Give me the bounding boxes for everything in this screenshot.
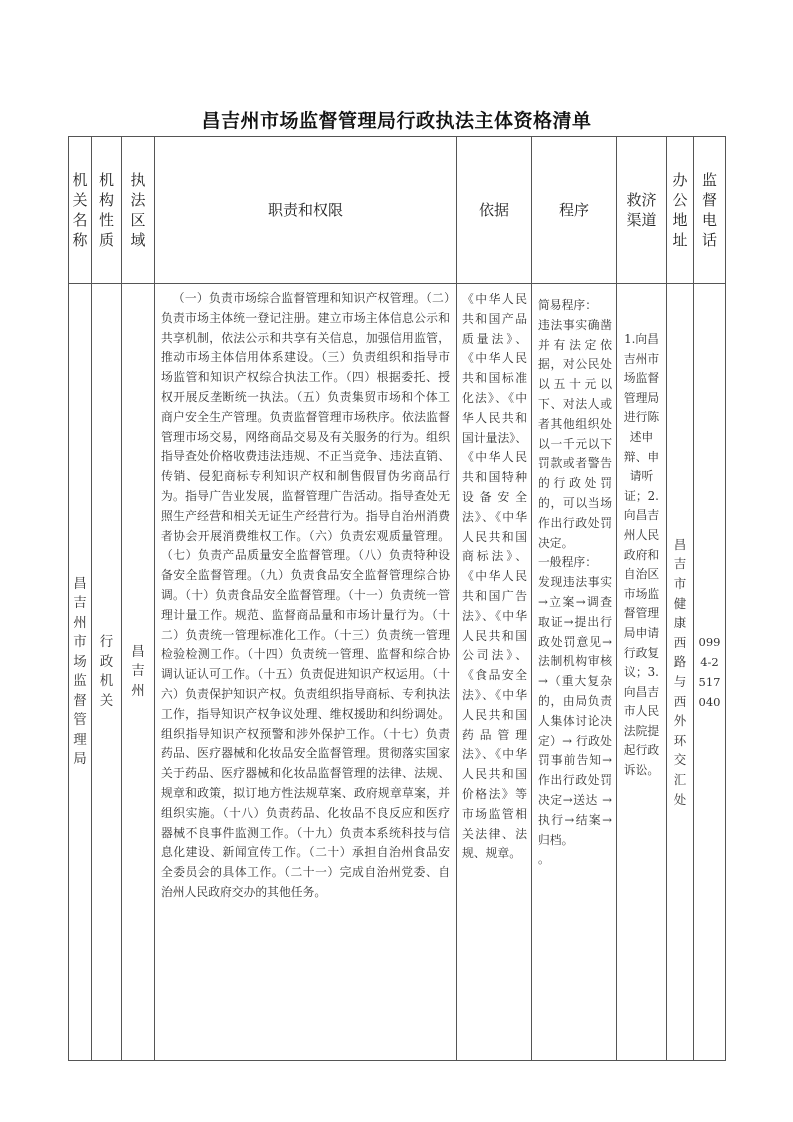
cell-procedure <box>532 284 617 1061</box>
cell-agency-name: 昌吉州市场监督管理局 <box>69 284 92 1061</box>
qualification-table <box>68 136 726 1061</box>
header-remedy: 救济渠道 <box>617 137 667 284</box>
cell-jurisdiction: 昌吉州 <box>122 284 155 1061</box>
procedure-simple-text: 违法事实确凿并有法定依据，对公民处以五十元以下、对法人或者其他组织处以一千元以下罚款或者警告的行政处罚的，可以当场作出行政处罚决定。 <box>538 317 612 550</box>
header-agency-nature: 机构性质 <box>92 137 122 284</box>
procedure-simple-heading: 简易程序： <box>538 298 597 312</box>
header-jurisdiction: 执法区域 <box>122 137 155 284</box>
cell-agency-nature: 行政机关 <box>92 284 122 1061</box>
procedure-end-mark: 。 <box>538 852 550 867</box>
cell-remedy: 1.向昌吉州市场监督管理局进行陈述申辩、申请听证；2.向昌吉州人民政府和自治区市场监督管理局申请行政复议；3.向昌吉市人民法院提起行政诉讼。 <box>617 284 667 1061</box>
cell-basis: 《中华人民共和国产品质量法》、《中华人民共和国标准化法》、《中华人民共和国计量法》、《中华人民共和国特种设备安全法》、《中华人民共和国商标法》、《中华人民共和国广告法》、《中华人民共和国公司法》、《食品安全法》、《中华人民共和国药品管理法》、《中华人民共和国价格法》等市场监管相关法律、法规、规章。 <box>457 284 532 1061</box>
header-phone: 监督电话 <box>694 137 726 284</box>
cell-duties: （一）负责市场综合监督管理和知识产权管理。（二）负责市场主体统一登记注册。建立市场主体信息公示和共享机制，依法公示和共享有关信息，加强信用监管，推动市场主体信用体系建设。（三）负责组织和指导市场监管和知识产权综合执法工作。（四）根据委托、授权开展反垄断统一执法。（五）负责集贸市场和个体工商户安全生产管理。负责监督管理市场秩序。依法监督管理市场交易，网络商品交易及有关服务的行为。组织指导查处价格收费违法违规、不正当竞争、违法直销、传销、侵犯商标专利知识产权和制售假冒伪劣商品行为。指导广告业发展，监督管理广告活动。指导查处无照生产经营和相关无证生产经营行为。指导自治州消费者协会开展消费维权工作。（六）负责宏观质量管理。（七）负责产品质量安全监督管理。（八）负责特种设备安全监督管理。（九）负责食品安全监督管理综合协调。（十）负责食品安全监督管理。（十一）负责统一管理计量工作。规范、监督商品量和市场计量行为。（十二）负责统一管理标准化工作。（十三）负责统一管理检验检测工作。（十四）负责统一管理、监督和综合协调认证认可工作。（十五）负责促进知识产权运用。（十六）负责保护知识产权。负责组织指导商标、专利执法工作，指导知识产权争议处理、维权援助和纠纷调处。组织指导知识产权预警和涉外保护工作。（十七）负责药品、医疗器械和化妆品安全监督管理。贯彻落实国家关于药品、医疗器械和化妆品监督管理的法律、法规、规章和政策，拟订地方性法规草案、政府规章草案，并组织实施。（十八）负责药品、化妆品不良反应和医疗器械不良事件监测工作。（十九）负责本系统科技与信息化建设、新闻宣传工作。（二十）承担自治州食品安全委员会的具体工作。（二十一）完成自治州党委、自治州人民政府交办的其他任务。 <box>155 284 457 1061</box>
document-title: 昌吉州市场监督管理局行政执法主体资格清单 <box>201 110 592 132</box>
table-header-row <box>69 137 726 284</box>
table-row <box>69 284 726 1061</box>
cell-phone: 0994-2517040 <box>694 284 726 1061</box>
header-agency-name: 机关名称 <box>69 137 92 284</box>
header-basis: 依据 <box>457 137 532 284</box>
cell-address: 昌吉市健康西路与西外环交汇处 <box>667 284 694 1061</box>
procedure-general-heading: 一般程序： <box>538 555 597 570</box>
procedure-general-text: 发现违法事实→立案→调查取证→提出行政处罚意见→法制机构审核→（重大复杂的，由局负责人集体讨论决定）→ 行政处罚事前告知→作出行政处罚决定→送达 →执行→结案→归档。 <box>538 575 612 847</box>
header-address: 办公地址 <box>667 137 694 284</box>
header-procedure: 程序 <box>532 137 617 284</box>
header-duties: 职责和权限 <box>155 137 457 284</box>
